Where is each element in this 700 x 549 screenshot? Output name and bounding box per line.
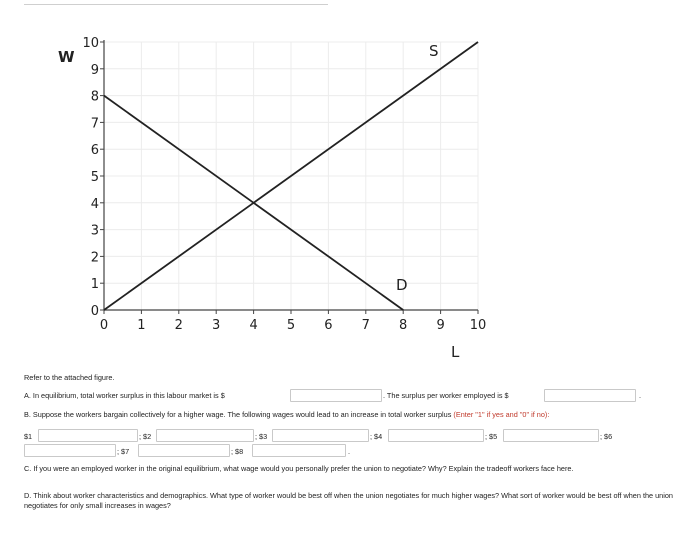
question-b-text [24,410,549,419]
question-a-end: . [639,391,642,400]
wage-4-input[interactable] [388,429,484,442]
x-tick-label-4: 4 [249,318,258,333]
x-tick-label-1: 1 [137,318,146,333]
y-tick-label-10: 10 [82,36,99,51]
y-tick-label-5: 5 [90,170,99,185]
wage-2-input[interactable] [156,429,254,442]
y-tick-label-2: 2 [90,250,99,266]
question-a-text: A. In equilibrium, total worker surplus in this labour market is $ [24,391,225,400]
x-tick-label-6: 6 [324,318,333,333]
y-tick-label-7: 7 [90,116,99,132]
question-b-main: B. Suppose the workers bargain collectively for a higher wage. The following wages would lead to an increase in total worker surplus [24,410,452,419]
wage-3-input[interactable] [272,429,369,442]
supply-label: S [429,42,439,60]
y-tick-label-4: 4 [90,196,99,212]
y-tick-label-1: 1 [90,277,99,293]
intro-text: Refer to the attached figure. [24,373,115,382]
y-tick-label-9: 9 [90,62,99,78]
wage-label-4: ; $4 [370,432,383,441]
x-tick-label-10: 10 [469,318,487,333]
y-tick-label-3: 3 [90,223,99,239]
wage-5-input[interactable] [503,429,599,442]
wage-7-input[interactable] [138,444,230,457]
x-axis-title: L [451,343,460,361]
question-b-hint: (Enter "1" if yes and "0" if no): [453,410,550,419]
wage-label-2: ; $2 [139,432,152,441]
wage-label-7: ; $7 [117,447,130,456]
wage-label-8: ; $8 [231,447,244,456]
question-a-text-2: . The surplus per worker employed is $ [383,391,509,400]
wage-label-5: ; $5 [485,432,498,441]
x-tick-label-0: 0 [99,318,109,333]
y-tick-label-8: 8 [90,89,99,105]
question-d-text: D. Think about worker characteristics and demographics. What type of worker would be best off when the union negotiates for much higher wages? What sort of worker would be best off when the union negotiates for only small increases in wages? [24,491,673,510]
x-tick-label-7: 7 [361,318,370,333]
y-tick-label-6: 6 [90,143,99,159]
wage-label-1: $1 [24,432,33,441]
x-tick-label-9: 9 [436,318,445,333]
x-tick-label-2: 2 [174,318,183,333]
x-tick-label-8: 8 [399,318,408,333]
x-tick-label-5: 5 [286,318,296,333]
wage-1-input[interactable] [38,429,138,442]
wage-label-3: ; $3 [255,432,268,441]
y-tick-label-0: 0 [90,304,99,319]
wage-label-6: ; $6 [600,432,613,441]
wage-8-input[interactable] [252,444,346,457]
total-surplus-input[interactable] [290,389,382,402]
demand-label: D [396,276,408,294]
x-tick-label-3: 3 [212,318,221,333]
y-axis-title: W [58,48,75,66]
question-c-text: C. If you were an employed worker in the original equilibrium, what wage would you personally prefer the union to negotiate? Why? Explain the tradeoff workers face here. [24,464,574,473]
wage-6-input[interactable] [24,444,116,457]
wage-row-end: . [348,447,351,456]
surplus-per-worker-input[interactable] [544,389,636,402]
